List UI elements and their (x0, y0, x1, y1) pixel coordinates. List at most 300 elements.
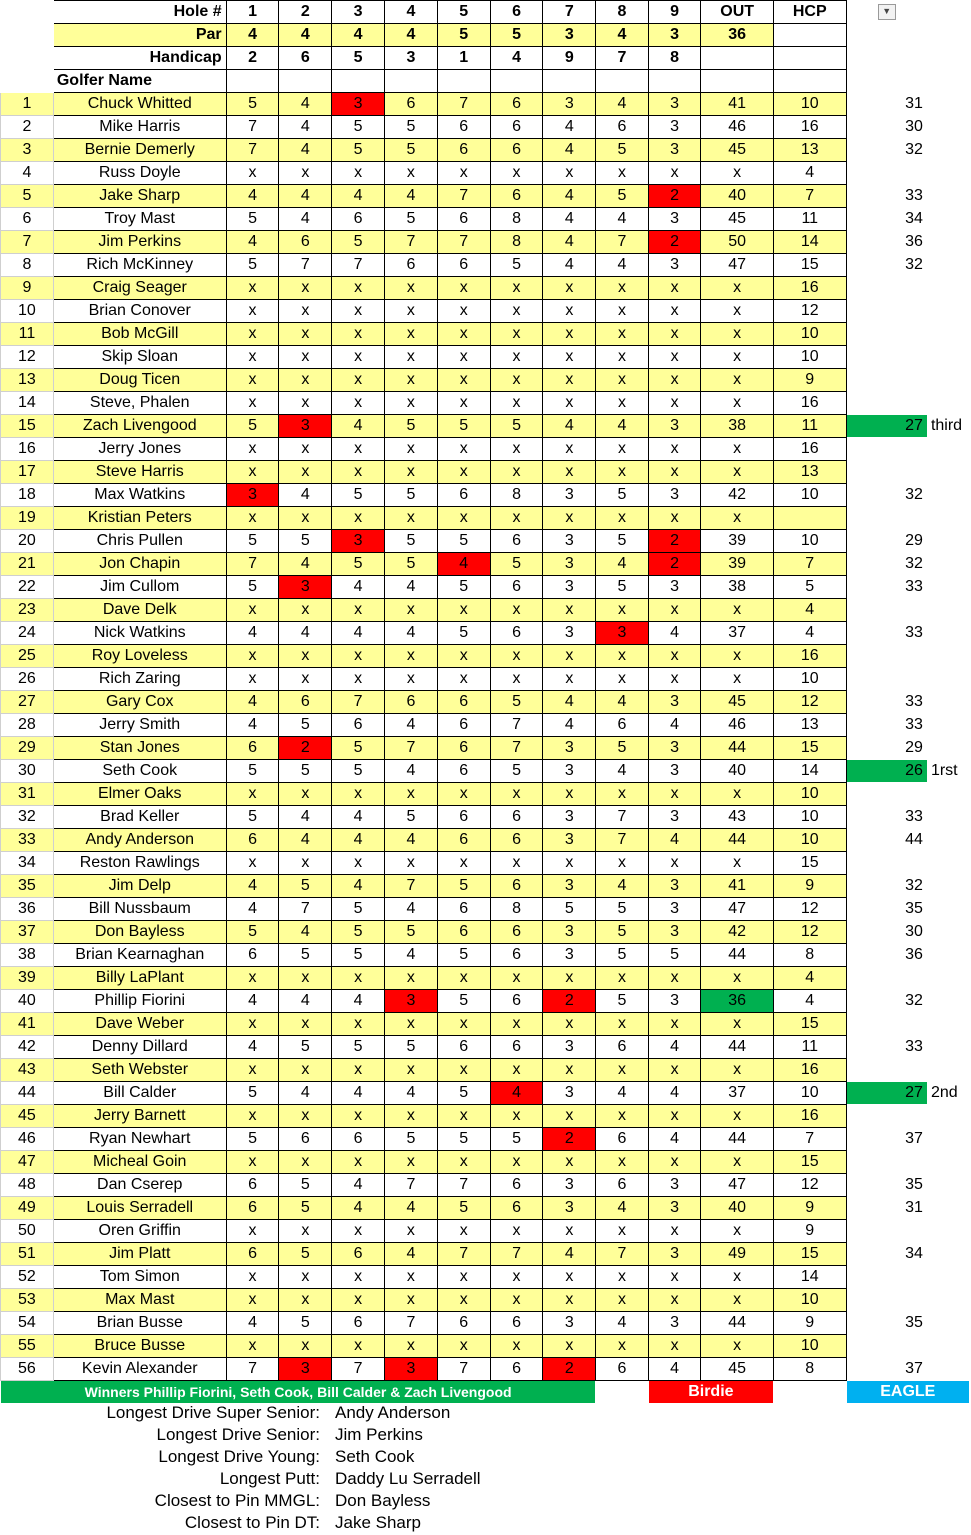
hole-score[interactable]: 7 (437, 1243, 490, 1266)
hole-score[interactable]: 4 (279, 990, 332, 1013)
hole-score[interactable]: 5 (490, 415, 543, 438)
place-label[interactable] (927, 944, 969, 967)
hole-score[interactable]: x (332, 277, 385, 300)
net-score[interactable] (846, 346, 927, 369)
place-label[interactable] (927, 1197, 969, 1220)
out-total[interactable]: 37 (701, 622, 774, 645)
hole-score[interactable]: x (437, 461, 490, 484)
hole-score[interactable]: 7 (596, 806, 649, 829)
hole-score[interactable]: 3 (648, 254, 701, 277)
place-label[interactable] (927, 1036, 969, 1059)
golfer-name[interactable]: Dave Delk (53, 599, 226, 622)
hole-score[interactable]: x (332, 1105, 385, 1128)
hole-score[interactable]: x (490, 323, 543, 346)
hole-score[interactable]: x (596, 162, 649, 185)
hole-score[interactable]: x (596, 783, 649, 806)
hole-score[interactable]: 5 (543, 898, 596, 921)
hcp-value[interactable]: 9 (773, 1312, 846, 1335)
hole-score[interactable]: x (648, 1220, 701, 1243)
hole-score[interactable]: x (279, 967, 332, 990)
hole-score[interactable]: x (279, 461, 332, 484)
birdie-score[interactable]: 2 (543, 990, 596, 1013)
place-label[interactable] (927, 507, 969, 530)
hole-score[interactable]: 5 (385, 806, 438, 829)
hole-score[interactable]: x (226, 369, 279, 392)
net-score[interactable] (846, 1013, 927, 1036)
hole-score[interactable]: 6 (490, 944, 543, 967)
hole-score[interactable]: 6 (279, 1128, 332, 1151)
hole-score[interactable]: 7 (226, 1358, 279, 1381)
hole-score[interactable]: x (279, 369, 332, 392)
row-number[interactable]: 55 (1, 1335, 54, 1358)
hole-score[interactable]: 7 (490, 737, 543, 760)
hole-score[interactable]: 4 (279, 208, 332, 231)
hole-score[interactable]: 6 (437, 484, 490, 507)
out-total[interactable]: 47 (701, 254, 774, 277)
hole-score[interactable]: 6 (596, 116, 649, 139)
hole-score[interactable]: 4 (279, 116, 332, 139)
hole-score[interactable]: x (490, 1059, 543, 1082)
hcp-value[interactable]: 8 (773, 1358, 846, 1381)
hole-score[interactable]: x (596, 967, 649, 990)
hole-score[interactable]: x (543, 1105, 596, 1128)
blank-cell[interactable] (596, 70, 649, 93)
out-total[interactable]: 45 (701, 691, 774, 714)
net-score[interactable]: 26 (846, 760, 927, 783)
hole-score[interactable]: 3 (543, 737, 596, 760)
hole-score[interactable]: 5 (437, 875, 490, 898)
hcp-value[interactable]: 7 (773, 1128, 846, 1151)
golfer-name[interactable]: Jim Platt (53, 1243, 226, 1266)
hole-score[interactable]: x (332, 1059, 385, 1082)
hole-score[interactable]: 6 (437, 737, 490, 760)
place-label[interactable] (927, 1151, 969, 1174)
out-total[interactable]: x (701, 599, 774, 622)
net-score[interactable] (846, 1151, 927, 1174)
hcp-value[interactable]: 16 (773, 277, 846, 300)
hole-score[interactable]: x (648, 162, 701, 185)
place-label[interactable] (927, 277, 969, 300)
hole-score[interactable]: 5 (332, 1036, 385, 1059)
golfer-name[interactable]: Bob McGill (53, 323, 226, 346)
handicap-value[interactable]: 4 (490, 47, 543, 70)
hole-score[interactable]: 4 (596, 553, 649, 576)
out-total[interactable]: 44 (701, 944, 774, 967)
hole-score[interactable]: 6 (490, 116, 543, 139)
hole-score[interactable]: 5 (279, 760, 332, 783)
hole-score[interactable]: 5 (279, 714, 332, 737)
hcp-value[interactable]: 13 (773, 461, 846, 484)
birdie-score[interactable]: 3 (596, 622, 649, 645)
hole-score[interactable]: x (332, 1013, 385, 1036)
hole-score[interactable]: 4 (596, 415, 649, 438)
hcp-value[interactable]: 10 (773, 484, 846, 507)
hole-score[interactable]: x (543, 162, 596, 185)
hole-score[interactable]: x (279, 1013, 332, 1036)
hole-score[interactable]: x (437, 1013, 490, 1036)
hole-score[interactable]: x (437, 277, 490, 300)
hole-score[interactable]: 5 (332, 760, 385, 783)
hcp-value[interactable]: 16 (773, 392, 846, 415)
row-number[interactable]: 3 (1, 139, 54, 162)
hole-score[interactable]: 4 (332, 875, 385, 898)
birdie-score[interactable]: 4 (490, 1082, 543, 1105)
hole-score[interactable]: 3 (648, 1197, 701, 1220)
hcp-value[interactable]: 4 (773, 622, 846, 645)
par-value[interactable]: 5 (437, 24, 490, 47)
hole-score[interactable]: x (226, 277, 279, 300)
hole-score[interactable]: 5 (279, 944, 332, 967)
hole-score[interactable]: x (279, 1289, 332, 1312)
out-total[interactable]: 36 (701, 990, 774, 1013)
out-total[interactable]: x (701, 1151, 774, 1174)
golfer-name[interactable]: Seth Webster (53, 1059, 226, 1082)
hole-score[interactable]: 3 (648, 1243, 701, 1266)
out-total[interactable]: 45 (701, 139, 774, 162)
hcp-value[interactable]: 4 (773, 162, 846, 185)
hole-score[interactable]: 4 (226, 990, 279, 1013)
hole-score[interactable]: 5 (332, 484, 385, 507)
blank-cell[interactable] (226, 70, 279, 93)
hole-score[interactable]: x (648, 277, 701, 300)
hole-score[interactable]: 4 (543, 116, 596, 139)
golfer-name[interactable]: Chris Pullen (53, 530, 226, 553)
hole-score[interactable]: 3 (648, 93, 701, 116)
hcp-value[interactable]: 14 (773, 231, 846, 254)
hole-score[interactable]: x (437, 300, 490, 323)
row-number[interactable]: 40 (1, 990, 54, 1013)
handicap-value[interactable]: 9 (543, 47, 596, 70)
blank-cell[interactable] (970, 1381, 971, 1404)
hole-score[interactable]: x (543, 1335, 596, 1358)
hole-score[interactable]: 5 (332, 231, 385, 254)
hcp-value[interactable]: 10 (773, 323, 846, 346)
golfer-name[interactable]: Ryan Newhart (53, 1128, 226, 1151)
hole-score[interactable]: 6 (332, 1312, 385, 1335)
place-label[interactable] (927, 1312, 969, 1335)
hole-score[interactable]: 6 (437, 116, 490, 139)
hole-score[interactable]: x (648, 1105, 701, 1128)
golfer-name[interactable]: Troy Mast (53, 208, 226, 231)
hole-score[interactable]: x (332, 668, 385, 691)
hole-score[interactable]: x (226, 323, 279, 346)
hole-score[interactable]: 6 (437, 921, 490, 944)
hole-score[interactable]: x (648, 461, 701, 484)
hole-score[interactable]: x (437, 346, 490, 369)
hole-score[interactable]: 6 (437, 1036, 490, 1059)
row-number[interactable]: 11 (1, 323, 54, 346)
hole-score[interactable]: x (490, 783, 543, 806)
hole-score[interactable]: 6 (490, 829, 543, 852)
handicap-value[interactable]: 2 (226, 47, 279, 70)
hole-score[interactable]: x (596, 507, 649, 530)
place-label[interactable] (927, 461, 969, 484)
golfer-name[interactable]: Roy Loveless (53, 645, 226, 668)
out-total[interactable]: 38 (701, 576, 774, 599)
place-label[interactable] (927, 599, 969, 622)
hole-score[interactable]: 5 (596, 944, 649, 967)
golfer-name[interactable]: Elmer Oaks (53, 783, 226, 806)
row-number[interactable]: 2 (1, 116, 54, 139)
hcp-value[interactable]: 13 (773, 714, 846, 737)
net-score[interactable]: 36 (905, 233, 923, 250)
hole-score[interactable]: x (226, 461, 279, 484)
hole-score[interactable]: x (596, 346, 649, 369)
place-label[interactable] (927, 185, 969, 208)
row-number[interactable]: 15 (1, 415, 54, 438)
hole-score[interactable]: x (332, 599, 385, 622)
place-label[interactable] (927, 254, 969, 277)
row-number[interactable]: 51 (1, 1243, 54, 1266)
hole-score[interactable]: 5 (332, 553, 385, 576)
hole-score[interactable]: 8 (490, 231, 543, 254)
net-score[interactable] (846, 599, 927, 622)
hole-score[interactable]: x (437, 1335, 490, 1358)
out-total[interactable]: 43 (701, 806, 774, 829)
hole-score[interactable]: 5 (596, 484, 649, 507)
row-number[interactable]: 4 (1, 162, 54, 185)
hole-score[interactable]: 5 (437, 622, 490, 645)
hole-score[interactable]: 5 (226, 760, 279, 783)
row-number[interactable]: 39 (1, 967, 54, 990)
hole-score[interactable]: x (437, 392, 490, 415)
hole-score[interactable]: 5 (490, 254, 543, 277)
hole-score[interactable]: 4 (332, 1082, 385, 1105)
filter-dropdown-icon[interactable]: ▼ (878, 4, 896, 20)
net-score[interactable]: 37 (905, 1360, 923, 1377)
golfer-name[interactable]: Phillip Fiorini (53, 990, 226, 1013)
hole-score[interactable]: 4 (543, 691, 596, 714)
hole-number[interactable]: 6 (490, 1, 543, 24)
birdie-score[interactable]: 3 (226, 484, 279, 507)
out-total[interactable]: 47 (701, 1174, 774, 1197)
golfer-name[interactable]: Rich McKinney (53, 254, 226, 277)
place-label[interactable] (927, 852, 969, 875)
hole-score[interactable]: 4 (543, 415, 596, 438)
hole-score[interactable]: x (437, 599, 490, 622)
hole-score[interactable]: 4 (385, 944, 438, 967)
hole-score[interactable]: 6 (437, 714, 490, 737)
hole-score[interactable]: x (385, 1335, 438, 1358)
hole-score[interactable]: x (226, 507, 279, 530)
hole-score[interactable]: 5 (385, 139, 438, 162)
place-label[interactable] (927, 967, 969, 990)
hcp-value[interactable]: 4 (773, 967, 846, 990)
hole-score[interactable]: 4 (385, 622, 438, 645)
out-total[interactable]: 41 (701, 93, 774, 116)
hcp-value[interactable]: 13 (773, 139, 846, 162)
hole-score[interactable]: x (543, 599, 596, 622)
hole-score[interactable]: 4 (279, 1082, 332, 1105)
golfer-name[interactable]: Steve, Phalen (53, 392, 226, 415)
net-score[interactable]: 32 (905, 877, 923, 894)
hole-score[interactable]: x (279, 1335, 332, 1358)
hole-score[interactable]: x (226, 346, 279, 369)
net-score[interactable]: 33 (905, 578, 923, 595)
hole-score[interactable]: 5 (437, 1128, 490, 1151)
out-total[interactable]: x (701, 438, 774, 461)
golfer-name[interactable]: Brian Busse (53, 1312, 226, 1335)
hole-score[interactable]: 3 (648, 576, 701, 599)
row-number[interactable]: 35 (1, 875, 54, 898)
golfer-name[interactable]: Stan Jones (53, 737, 226, 760)
hcp-value[interactable]: 9 (773, 1220, 846, 1243)
hole-score[interactable]: 6 (226, 944, 279, 967)
birdie-score[interactable]: 4 (437, 553, 490, 576)
hole-score[interactable]: 3 (648, 691, 701, 714)
golfer-name[interactable]: Brad Keller (53, 806, 226, 829)
hole-score[interactable]: 3 (648, 208, 701, 231)
net-score[interactable] (846, 277, 927, 300)
row-number[interactable]: 34 (1, 852, 54, 875)
net-score[interactable]: 35 (905, 1176, 923, 1193)
out-total[interactable]: x (701, 645, 774, 668)
out-total[interactable]: 37 (701, 1082, 774, 1105)
hole-score[interactable]: x (385, 1013, 438, 1036)
hole-score[interactable]: x (226, 645, 279, 668)
row-number[interactable]: 53 (1, 1289, 54, 1312)
filter-cell[interactable] (846, 1, 927, 24)
hole-score[interactable]: x (490, 461, 543, 484)
place-label[interactable] (927, 1105, 969, 1128)
hcp-value[interactable]: 12 (773, 898, 846, 921)
hole-score[interactable]: x (332, 783, 385, 806)
hcp-value[interactable]: 11 (773, 415, 846, 438)
par-label[interactable]: Par (53, 24, 226, 47)
hole-score[interactable]: x (332, 300, 385, 323)
hole-score[interactable]: x (490, 852, 543, 875)
hcp-value[interactable]: 9 (773, 1197, 846, 1220)
out-total[interactable]: x (701, 668, 774, 691)
winners-banner[interactable]: Winners Phillip Fiorini, Seth Cook, Bill Calder & Zach Livengood (1, 1381, 596, 1404)
out-total[interactable]: 46 (701, 116, 774, 139)
hole-score[interactable]: 5 (596, 921, 649, 944)
hole-score[interactable]: x (226, 1013, 279, 1036)
hole-score[interactable]: 7 (596, 829, 649, 852)
hole-score[interactable]: x (279, 277, 332, 300)
out-total[interactable]: x (701, 1059, 774, 1082)
hole-score[interactable]: x (543, 507, 596, 530)
place-label[interactable] (927, 553, 969, 576)
hole-label[interactable]: Hole # (53, 1, 226, 24)
handicap-value[interactable]: 6 (279, 47, 332, 70)
out-total[interactable]: 44 (701, 1128, 774, 1151)
hole-score[interactable]: 6 (226, 1197, 279, 1220)
golfer-name[interactable]: Zach Livengood (53, 415, 226, 438)
hole-score[interactable]: 5 (279, 1036, 332, 1059)
hcp-value[interactable]: 14 (773, 1266, 846, 1289)
row-number[interactable]: 29 (1, 737, 54, 760)
hole-score[interactable]: x (648, 1151, 701, 1174)
hole-score[interactable]: 4 (279, 484, 332, 507)
hole-score[interactable]: x (279, 1105, 332, 1128)
hole-score[interactable]: x (385, 967, 438, 990)
hole-score[interactable]: 3 (543, 530, 596, 553)
hcp-value[interactable]: 12 (773, 691, 846, 714)
hole-score[interactable]: 3 (648, 1174, 701, 1197)
handicap-value[interactable]: 1 (437, 47, 490, 70)
hole-score[interactable]: x (437, 852, 490, 875)
hole-score[interactable]: 5 (279, 1174, 332, 1197)
hole-score[interactable]: 5 (226, 530, 279, 553)
hole-score[interactable]: 4 (279, 829, 332, 852)
out-total[interactable]: 50 (701, 231, 774, 254)
hole-score[interactable]: x (490, 438, 543, 461)
hole-score[interactable]: 4 (332, 576, 385, 599)
hole-score[interactable]: x (490, 300, 543, 323)
blank-cell[interactable] (846, 70, 927, 93)
hole-score[interactable]: x (543, 1151, 596, 1174)
hole-score[interactable]: 5 (226, 208, 279, 231)
hole-score[interactable]: x (226, 783, 279, 806)
hole-score[interactable]: x (648, 392, 701, 415)
hcp-value[interactable]: 10 (773, 1335, 846, 1358)
hole-score[interactable]: 8 (490, 208, 543, 231)
place-label[interactable] (927, 323, 969, 346)
hole-score[interactable]: x (490, 668, 543, 691)
hole-score[interactable]: 7 (279, 254, 332, 277)
hole-score[interactable]: 5 (332, 116, 385, 139)
hole-score[interactable]: x (226, 1289, 279, 1312)
hole-score[interactable]: 5 (596, 898, 649, 921)
place-label[interactable] (927, 783, 969, 806)
hole-score[interactable]: x (648, 369, 701, 392)
hole-score[interactable]: 6 (490, 1358, 543, 1381)
hole-score[interactable]: x (437, 1266, 490, 1289)
hole-score[interactable]: 6 (490, 921, 543, 944)
net-score[interactable]: 30 (905, 118, 923, 135)
hole-score[interactable]: 4 (226, 231, 279, 254)
hole-score[interactable]: 3 (648, 484, 701, 507)
hcp-value[interactable] (773, 507, 846, 530)
place-label[interactable] (927, 668, 969, 691)
golfer-name[interactable]: Bruce Busse (53, 1335, 226, 1358)
hole-score[interactable]: x (490, 162, 543, 185)
hcp-value[interactable]: 15 (773, 254, 846, 277)
hole-score[interactable]: 8 (490, 898, 543, 921)
hole-score[interactable]: 6 (437, 1312, 490, 1335)
hole-score[interactable]: x (226, 668, 279, 691)
hole-score[interactable]: x (279, 162, 332, 185)
hole-score[interactable]: 6 (332, 208, 385, 231)
golfer-name[interactable]: Brian Kearnaghan (53, 944, 226, 967)
hole-score[interactable]: x (543, 392, 596, 415)
hole-score[interactable]: 4 (648, 829, 701, 852)
hcp-value[interactable]: 11 (773, 1036, 846, 1059)
hole-score[interactable]: 3 (648, 737, 701, 760)
net-score[interactable] (846, 967, 927, 990)
hole-score[interactable]: 3 (543, 944, 596, 967)
hole-score[interactable]: 3 (543, 1197, 596, 1220)
hcp-value[interactable]: 15 (773, 852, 846, 875)
hole-score[interactable]: 5 (596, 576, 649, 599)
row-number[interactable]: 50 (1, 1220, 54, 1243)
hole-score[interactable]: 4 (648, 714, 701, 737)
hole-score[interactable]: 3 (543, 576, 596, 599)
hole-score[interactable]: x (385, 1059, 438, 1082)
hole-score[interactable]: 4 (596, 691, 649, 714)
hcp-value[interactable]: 12 (773, 300, 846, 323)
hole-score[interactable]: x (596, 1266, 649, 1289)
hole-score[interactable]: 6 (437, 208, 490, 231)
net-score[interactable] (846, 1266, 927, 1289)
row-number[interactable]: 49 (1, 1197, 54, 1220)
place-label[interactable] (927, 369, 969, 392)
hcp-value[interactable]: 10 (773, 1082, 846, 1105)
hole-score[interactable]: x (490, 1335, 543, 1358)
row-number[interactable]: 5 (1, 185, 54, 208)
hole-score[interactable]: 5 (226, 1128, 279, 1151)
